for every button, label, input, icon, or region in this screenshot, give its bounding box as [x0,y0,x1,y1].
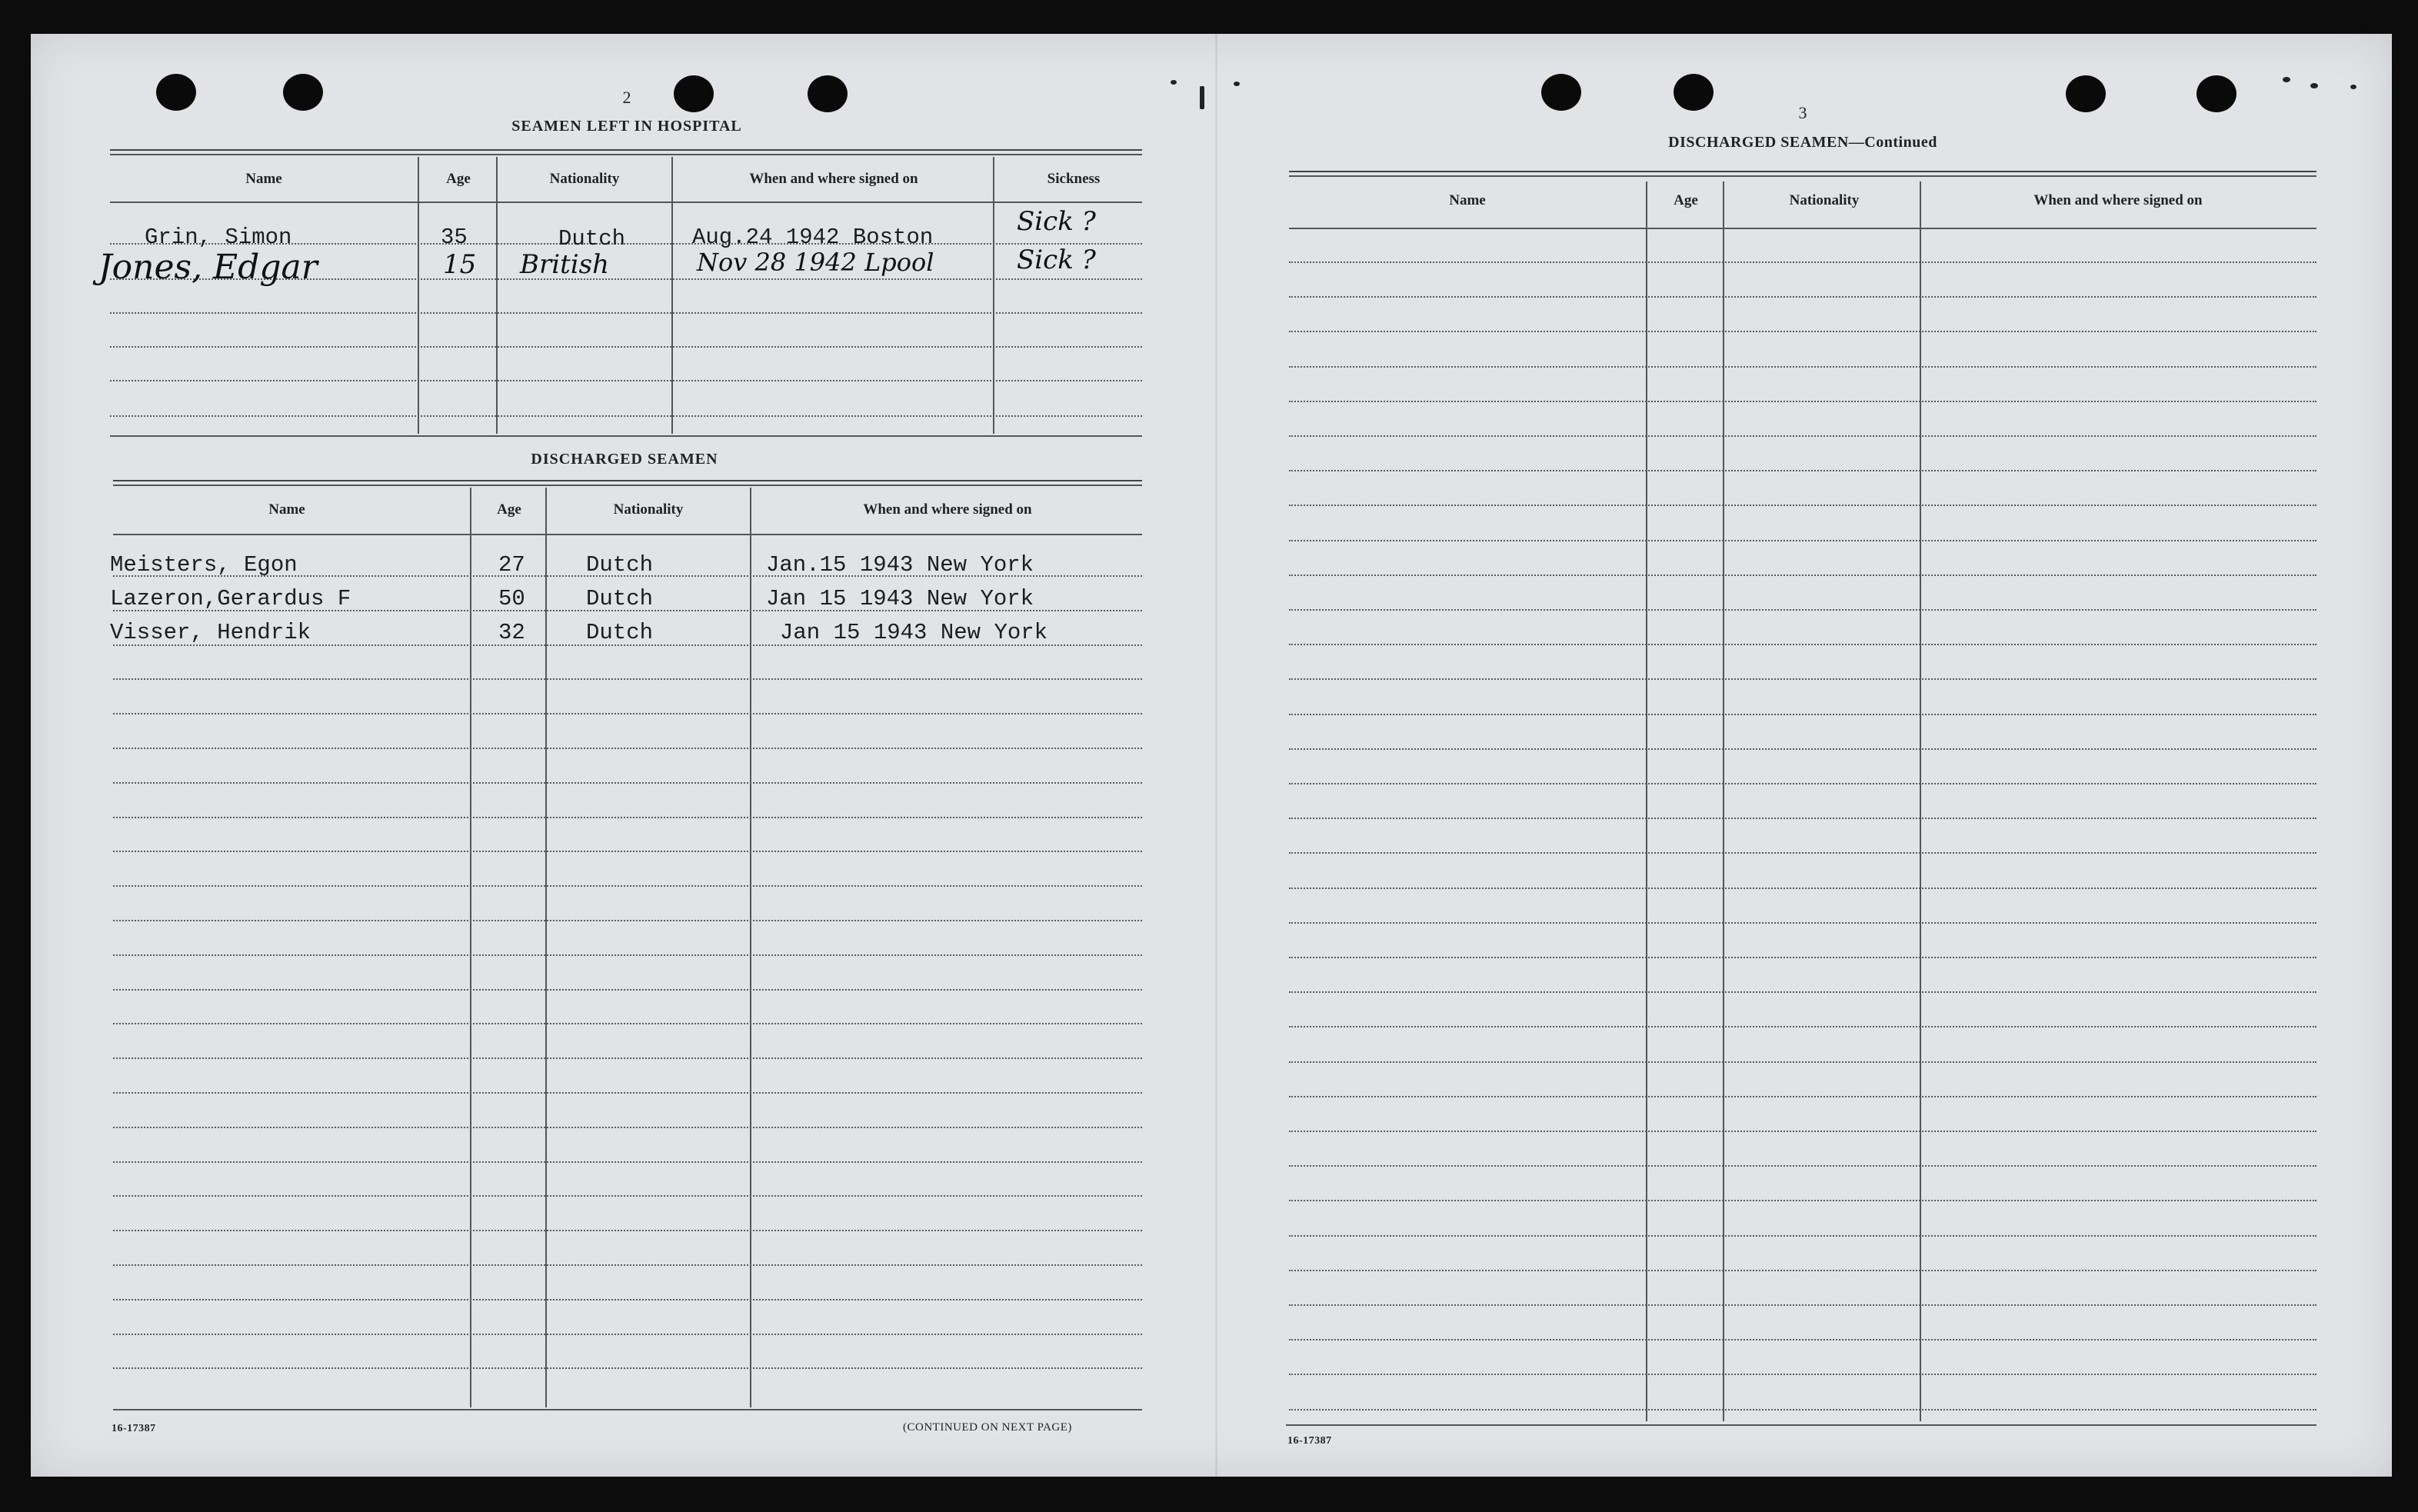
hospital-row-1-signed-on: Aug.24 1942 Boston [692,225,934,250]
hospital-header-sickness: Sickness [1047,171,1101,187]
hospital-row-2-sickness: Sick ? [1017,245,1096,275]
row-rule [1289,922,2316,924]
row-rule [113,1299,1142,1301]
hospital-row-2-age: 15 [443,249,477,280]
table-rule [113,534,1142,535]
punch-hole [808,75,848,112]
row-rule [113,1367,1142,1369]
discharged-row-1-name: Meisters, Egon [110,552,298,578]
hospital-row-2-name: Jones, Edgar [98,248,318,287]
table-rule [1289,228,2316,229]
discharged-row-3-age: 32 [498,620,525,645]
table-rule [110,149,1142,151]
hospital-row-1-sickness: Sick ? [1017,206,1096,237]
row-rule [1289,1131,2316,1132]
discharged-row-1-signed-on: Jan.15 1943 New York [766,552,1034,578]
column-rule [1723,182,1724,1421]
hospital-section-title: SEAMEN LEFT IN HOSPITAL [511,118,742,135]
column-rule [418,157,419,434]
row-rule [1289,296,2316,298]
row-rule [1289,748,2316,750]
row-rule [1289,818,2316,819]
row-rule [1289,1096,2316,1097]
ink-speck [1234,82,1240,86]
row-rule [1289,505,2316,506]
row-rule [1289,366,2316,368]
row-rule [113,920,1142,921]
row-rule [1289,609,2316,611]
punch-hole [2066,75,2106,112]
row-rule [1289,331,2316,332]
row-rule [1289,401,2316,402]
row-rule [110,346,1142,348]
punch-hole [1541,74,1581,111]
discharged-row-1-age: 27 [498,552,525,578]
row-rule [1289,435,2316,437]
discharged-header-nationality: Nationality [613,501,684,518]
ink-speck [2310,83,2318,88]
page-number-right: 3 [1798,103,1807,122]
row-rule [1289,1235,2316,1237]
discharged-row-2-name: Lazeron,Gerardus F [110,586,351,611]
column-rule [470,488,471,1407]
column-rule [1646,182,1647,1421]
page-number-left: 2 [622,88,631,107]
table-rule [110,201,1142,203]
row-rule [1289,261,2316,263]
discharged-row-2-age: 50 [498,586,525,611]
ink-speck [1200,86,1204,109]
discharged-header-name: Name [268,501,305,518]
row-rule [1289,1026,2316,1027]
punch-hole [156,74,196,111]
ink-speck [2350,85,2356,89]
row-rule [113,1230,1142,1231]
column-rule [671,157,673,434]
table-rule [110,435,1142,437]
discharged-row-3-name: Visser, Hendrik [110,620,311,645]
row-rule [113,713,1142,714]
discharged-header-age: Age [497,501,521,518]
row-rule [110,312,1142,314]
hospital-header-name: Name [245,171,282,187]
row-rule [1289,1339,2316,1340]
row-rule [1289,1061,2316,1063]
discharged-row-3-nationality: Dutch [586,620,654,645]
row-rule [1289,1270,2316,1271]
document-sheet [31,34,2392,1477]
form-number-right: 16-17387 [1287,1435,1332,1447]
column-rule [1920,182,1921,1421]
continued-header-signed-on: When and where signed on [2033,192,2203,208]
row-rule [1289,1165,2316,1167]
table-rule [113,1409,1142,1410]
row-rule [113,1195,1142,1197]
continued-header-nationality: Nationality [1789,192,1860,208]
row-rule [113,1127,1142,1128]
row-rule [113,851,1142,852]
column-rule [750,488,751,1407]
row-rule [113,817,1142,818]
column-rule [545,488,547,1407]
punch-hole [2197,75,2236,112]
row-rule [1289,1409,2316,1410]
discharged-row-2-signed-on: Jan 15 1943 New York [766,586,1034,611]
row-rule [1289,644,2316,645]
table-rule [110,154,1142,155]
row-rule [1289,783,2316,784]
punch-hole [283,74,323,111]
form-number-left: 16-17387 [112,1423,156,1434]
hospital-header-nationality: Nationality [549,171,620,187]
row-rule [1289,957,2316,958]
row-rule [113,954,1142,956]
hospital-row-1-age: 35 [441,225,468,250]
row-rule [113,1334,1142,1335]
table-rule [113,480,1142,481]
continued-header-name: Name [1449,192,1486,208]
row-rule [113,1161,1142,1163]
row-rule [113,748,1142,749]
row-rule [113,782,1142,784]
continued-note: (CONTINUED ON NEXT PAGE) [903,1421,1072,1434]
continued-header-age: Age [1674,192,1698,208]
row-rule [1289,678,2316,680]
continued-section-title: DISCHARGED SEAMEN—Continued [1668,134,1937,151]
row-rule [113,1264,1142,1266]
hospital-row-2-signed-on: Nov 28 1942 Lpool [697,248,934,277]
punch-hole [674,75,714,112]
table-rule [1289,171,2316,172]
ink-speck [1171,80,1177,85]
hospital-row-1-name: Grin, Simon [145,225,292,250]
discharged-section-title: DISCHARGED SEAMEN [531,451,718,468]
hospital-row-2-nationality: British [520,249,609,280]
discharged-header-signed-on: When and where signed on [863,501,1032,518]
hospital-row-1-nationality: Dutch [558,226,626,251]
hospital-header-age: Age [446,171,471,187]
row-rule [113,885,1142,887]
row-rule [1289,540,2316,541]
discharged-row-1-nationality: Dutch [586,552,654,578]
row-rule [1289,470,2316,471]
table-rule [113,485,1142,486]
punch-hole [1674,74,1714,111]
row-rule [113,1023,1142,1024]
row-rule [1289,852,2316,854]
row-rule [113,989,1142,991]
row-rule [110,380,1142,381]
discharged-row-2-nationality: Dutch [586,586,654,611]
column-rule [993,157,994,434]
row-rule [1289,1374,2316,1375]
row-rule [1289,714,2316,715]
column-rule [496,157,498,434]
row-rule [1289,1200,2316,1201]
row-rule [1289,1304,2316,1306]
hospital-header-signed-on: When and where signed on [749,171,918,187]
discharged-row-3-signed-on: Jan 15 1943 New York [780,620,1048,645]
row-rule [1289,574,2316,576]
row-rule [113,1092,1142,1094]
table-rule [1289,175,2316,177]
table-rule [1286,1424,2316,1426]
center-fold [1215,34,1217,1477]
row-rule [1289,888,2316,889]
row-rule [113,1057,1142,1059]
row-rule [113,678,1142,680]
row-rule [110,415,1142,417]
row-rule [1289,991,2316,993]
ink-speck [2283,77,2290,82]
